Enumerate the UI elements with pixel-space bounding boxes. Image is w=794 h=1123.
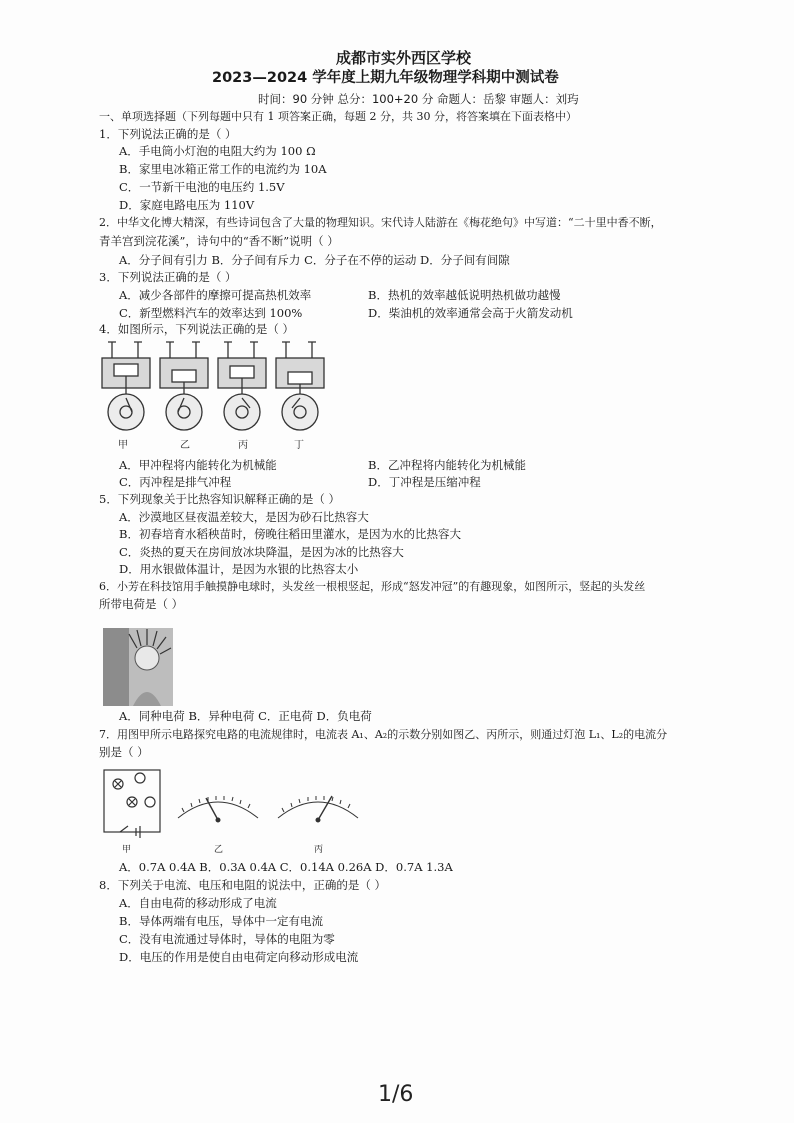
engine-cylinder-4 (276, 342, 324, 430)
q3-option-b: B．热机的效率越低说明热机做功越慢 (368, 288, 561, 302)
q8-option-b: B．导体两端有电压，导体中一定有电流 (119, 914, 323, 928)
q1-option-c: C．一节新干电池的电压约 1.5V (119, 180, 285, 194)
q5-option-a: A．沙漠地区昼夜温差较大，是因为砂石比热容大 (119, 510, 369, 524)
q5-option-b: B．初春培育水稻秧苗时，傍晚往稻田里灌水，是因为水的比热容大 (119, 527, 461, 541)
engine-cylinder-1 (102, 342, 150, 430)
engine-label-ding: 丁 (294, 440, 304, 451)
engine-cylinder-2 (160, 342, 208, 430)
school-name: 成都市实外西区学校 (336, 49, 472, 67)
circuit-and-ammeters-figure (100, 762, 372, 856)
engine-label-bing: 丙 (238, 440, 248, 451)
q4-option-b: B．乙冲程将内能转化为机械能 (368, 458, 526, 472)
q2-stem-line1: 2．中华文化博大精深，有些诗词包含了大量的物理知识。宋代诗人陆游在《梅花绝句》中写道：“二十里中香不断， (99, 216, 662, 229)
exam-meta: 时间：90 分钟 总分：100+20 分 命题人：岳黎 审题人：刘玙 (258, 92, 579, 106)
engine-cylinder-3 (218, 342, 266, 430)
q6-options: A．同种电荷 B．异种电荷 C．正电荷 D．负电荷 (119, 709, 372, 723)
figure-label-bing: 丙 (314, 845, 324, 855)
q8-option-a: A．自由电荷的移动形成了电流 (119, 896, 277, 910)
engine-label-jia: 甲 (118, 440, 128, 451)
q3-option-a: A．减少各部件的摩擦可提高热机效率 (119, 288, 312, 302)
static-electricity-photo (103, 628, 173, 706)
q7-stem-line1: 7．用图甲所示电路探究电路的电流规律时，电流表 A₁、A₂的示数分别如图乙、丙所示，则通过灯泡 L₁、L₂的电流分 (99, 728, 668, 741)
q3-option-d: D．柴油机的效率通常会高于火箭发动机 (368, 306, 573, 320)
q5-option-d: D．用水银做体温计，是因为水银的比热容太小 (119, 562, 359, 576)
q4-option-c: C．丙冲程是排气冲程 (119, 475, 232, 489)
q1-option-d: D．家庭电路电压为 110V (119, 198, 255, 212)
q7-stem-line2: 别是（ ） (99, 745, 149, 759)
ammeter-dial-bing (278, 796, 358, 822)
q5-stem: 5．下列现象关于比热容知识解释正确的是（ ） (99, 492, 340, 506)
q1-option-a: A．手电筒小灯泡的电阻大约为 100 Ω (119, 144, 316, 158)
q2-stem-line2: 青羊宫到浣花溪”，诗句中的“香不断”说明（ ） (99, 234, 339, 248)
q5-option-c: C．炎热的夏天在房间放冰块降温，是因为冰的比热容大 (119, 545, 404, 559)
q1-option-b: B．家里电冰箱正常工作的电流约为 10A (119, 162, 327, 176)
q3-option-c: C．新型燃料汽车的效率达到 100% (119, 306, 303, 320)
q4-option-d: D．丁冲程是压缩冲程 (368, 475, 481, 489)
engine-label-yi: 乙 (180, 440, 190, 451)
q3-stem: 3．下列说法正确的是（ ） (99, 270, 237, 284)
section-title: 一、单项选择题（下列每题中只有 1 项答案正确，每题 2 分，共 30 分，将答案填在下面表格中） (99, 110, 577, 123)
figure-label-yi: 乙 (214, 845, 224, 855)
q1-stem: 1．下列说法正确的是（ ） (99, 127, 237, 141)
q8-stem: 8．下列关于电流、电压和电阻的说法中，正确的是（ ） (99, 878, 386, 892)
engine-strokes-figure (98, 336, 338, 452)
q4-option-a: A．甲冲程将内能转化为机械能 (119, 458, 277, 472)
ammeter-dial-yi (178, 796, 258, 822)
q4-stem: 4．如图所示，下列说法正确的是（ ） (99, 322, 294, 336)
q7-options: A．0.7A 0.4A B．0.3A 0.4A C．0.14A 0.26A D．0.7A 1.3A (119, 860, 453, 874)
exam-title: 2023—2024 学年度上期九年级物理学科期中测试卷 (212, 70, 559, 86)
figure-label-jia: 甲 (122, 845, 132, 855)
q6-stem-line1: 6．小芳在科技馆用手触摸静电球时，头发丝一根根竖起，形成“怒发冲冠”的有趣现象，如图所示，竖起的头发丝 (99, 580, 646, 593)
q8-option-d: D．电压的作用是使自由电荷定向移动形成电流 (119, 950, 359, 964)
circuit-diagram (104, 770, 160, 838)
q8-option-c: C．没有电流通过导体时，导体的电阻为零 (119, 932, 335, 946)
q2-options: A．分子间有引力 B．分子间有斥力 C．分子在不停的运动 D．分子间有间隙 (119, 253, 510, 267)
page-number: 1/6 (378, 1082, 414, 1107)
q6-stem-line2: 所带电荷是（ ） (99, 597, 184, 611)
